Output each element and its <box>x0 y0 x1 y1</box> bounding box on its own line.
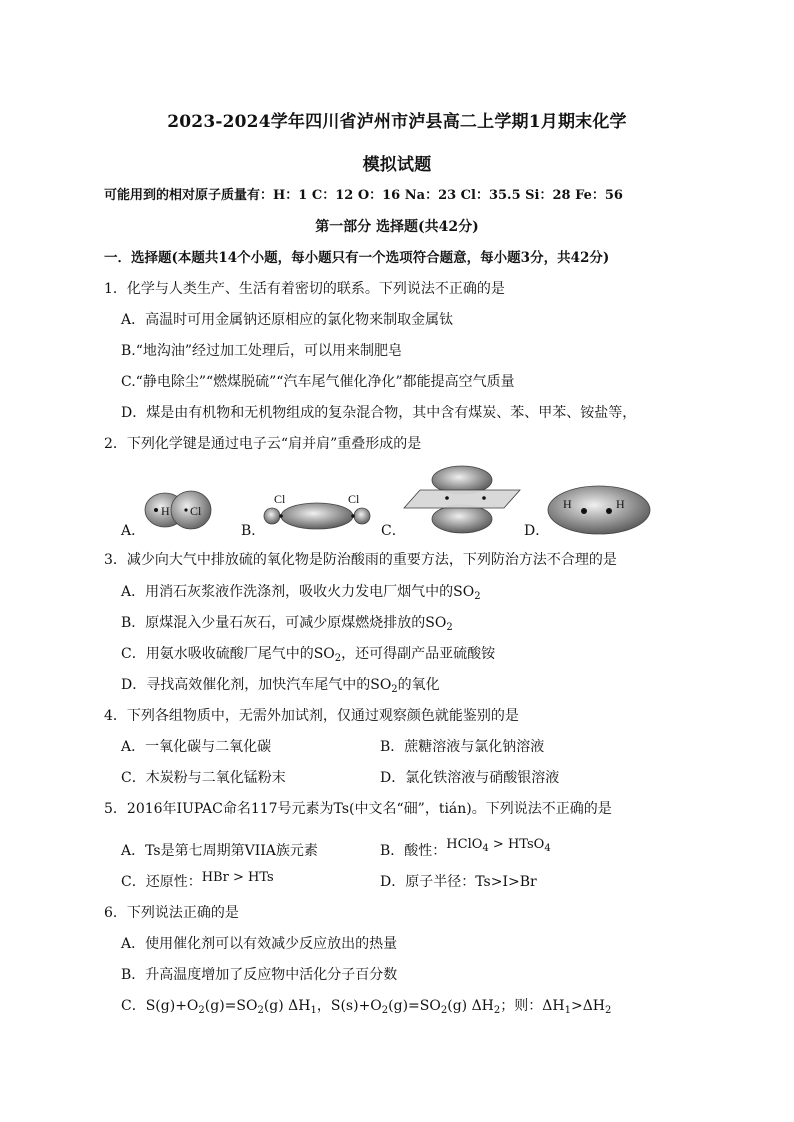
q2-option-d-label: D． <box>524 523 550 539</box>
q5-option-d: D．原子半径：Ts>I>Br <box>380 874 537 890</box>
exam-title-line2: 模拟试题 <box>362 155 432 175</box>
fig-b-cl-left: Cl <box>274 492 286 506</box>
q3-option-c: C．用氨水吸收硫酸厂尾气中的$SO_2$，还可得副产品亚硫酸铵 <box>121 646 496 664</box>
q2-figure-a-s-p-overlap <box>143 488 213 532</box>
q3-option-d: D．寻找高效催化剂，加快汽车尾气中的$SO_2$的氧化 <box>121 677 440 695</box>
section1-title: 一．选择题(本题共14个小题，每小题只有一个选项符合题意，每小题3分，共42分) <box>104 250 610 266</box>
q5-stem: 5．2016年IUPAC命名117号元素为Ts(中文名“鿬”，tián)。下列说法不正确的是 <box>104 801 612 817</box>
q6-option-c: C．$S(g)+O_2(g)=SO_2(g)$ $\Delta H_1$，$S(s)+O_2(g)=SO_2(g)$ $\Delta H_2$；则：$\Delta H_1>\Delta H_2$ <box>121 998 612 1016</box>
fig-d-h-right: H <box>616 497 625 511</box>
q5-b-formula: HClO$_4$ > HTsO$_4$ <box>446 837 551 854</box>
q2-stem: 2．下列化学键是通过电子云“肩并肩”重叠形成的是 <box>104 436 422 452</box>
part1-title: 第一部分 选择题(共42分) <box>315 219 479 235</box>
q3-stem: 3．减少向大气中排放硫的氧化物是防治酸雨的重要方法，下列防治方法不合理的是 <box>104 552 617 568</box>
q4-option-d: D．氯化铁溶液与硝酸银溶液 <box>380 770 560 786</box>
q6-stem: 6．下列说法正确的是 <box>104 905 239 921</box>
q2-figure-d-s-s-overlap <box>546 484 652 536</box>
q5-c-formula: HBr > HTs <box>201 870 274 885</box>
q1-option-b: B.“地沟油”经过加工处理后，可以用来制肥皂 <box>121 343 403 359</box>
q3-option-b: B．原煤混入少量石灰石，可减少原煤燃烧排放的$SO_2$ <box>121 615 453 633</box>
atomic-masses: 可能用到的相对原子质量有：H：1 C：12 O：16 Na：23 Cl：35.5 Si：28 Fe：56 <box>104 188 623 203</box>
q6-option-b: B．升高温度增加了反应物中活化分子百分数 <box>121 967 398 983</box>
q3-option-a: A．用消石灰浆液作洗涤剂，吸收火力发电厂烟气中的$SO_2$ <box>121 584 481 602</box>
q2-option-c-label: C． <box>381 523 406 539</box>
q1-option-d: D．煤是由有机物和无机物组成的复杂混合物，其中含有煤炭、苯、甲苯、铵盐等， <box>121 405 637 421</box>
q6-option-a: A．使用催化剂可以有效减少反应放出的热量 <box>121 936 398 952</box>
q4-option-c: C．木炭粉与二氧化锰粉末 <box>121 770 286 786</box>
fig-d-h-left: H <box>563 497 572 511</box>
q2-figure-b-p-p-head-on <box>262 490 372 532</box>
q4-stem: 4．下列各组物质中，无需外加试剂，仅通过观察颜色就能鉴别的是 <box>104 708 519 724</box>
fig-a-h-label: H <box>161 504 170 518</box>
q4-option-b: B．蔗糖溶液与氯化钠溶液 <box>380 739 545 755</box>
fig-b-cl-right: Cl <box>348 492 360 506</box>
q5-option-c: C．还原性：HBr > HTs <box>121 870 274 890</box>
q5-option-a: A．Ts是第七周期第VIIA族元素 <box>121 843 318 859</box>
q2-figure-c-pi-bond <box>402 462 522 536</box>
q2-option-b-label: B． <box>241 523 266 539</box>
q5-option-b: B．酸性：HClO$_4$ > HTsO$_4$ <box>380 837 551 859</box>
q2-option-a-label: A． <box>121 523 146 539</box>
q4-option-a: A．一氧化碳与二氧化碳 <box>121 739 272 755</box>
q1-option-c: C.“静电除尘”“燃煤脱硫”“汽车尾气催化净化”都能提高空气质量 <box>121 374 515 390</box>
q1-option-a: A．高温时可用金属钠还原相应的氯化物来制取金属钛 <box>121 312 454 328</box>
q1-stem: 1．化学与人类生产、生活有着密切的联系。下列说法不正确的是 <box>104 281 505 297</box>
fig-a-cl-label: Cl <box>190 504 202 518</box>
exam-title-line1: 2023-2024学年四川省泸州市泸县高二上学期1月期末化学 <box>167 112 627 132</box>
